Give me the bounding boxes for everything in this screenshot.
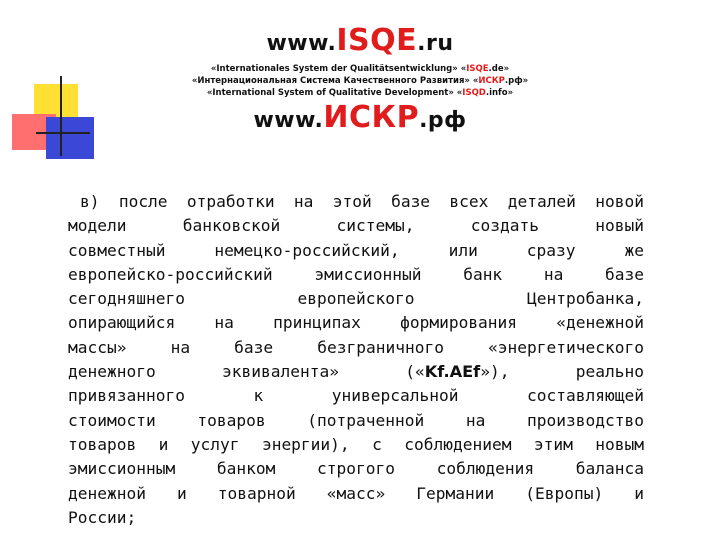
text-line: европейско-российский эмиссионный банк на базе	[68, 264, 644, 284]
tagline-accent: ИСКР	[478, 76, 505, 86]
text-line: стоимости товаров (потраченной на производство	[68, 410, 644, 430]
tagline-en	[170, 87, 550, 99]
text-line: сегодняшнего европейского Центробанка,	[68, 289, 644, 309]
text-line-brand	[68, 360, 644, 384]
site-header	[170, 23, 550, 135]
text-fragment: денежного эквивалента» («	[68, 362, 425, 382]
text-line: в) после отработки на этой базе всех деталей новой	[80, 192, 644, 211]
decor-horizontal-line	[36, 132, 90, 134]
decor-blue-square	[46, 117, 94, 159]
tagline-suffix: .de»	[488, 64, 510, 74]
logo-suffix: .рф	[419, 108, 467, 133]
text-fragment: »), реально	[480, 362, 644, 382]
logo-iskr[interactable]	[170, 100, 550, 135]
logo-isqe[interactable]	[170, 23, 550, 58]
tagline-ru	[170, 75, 550, 87]
text-line: совместный немецко-российский, или сразу же	[68, 240, 644, 260]
logo-prefix: www.	[266, 31, 337, 56]
text-line: денежной и товарной «масс» Германии (Европы) и	[68, 483, 644, 503]
tagline-accent: ISQE	[466, 64, 489, 74]
text-line: привязанного к универсальной составляющей	[68, 386, 644, 406]
logo-suffix: .ru	[417, 31, 454, 56]
tagline-text: «Интернациональная Система Качественного Развития» «	[191, 76, 479, 86]
logo-prefix: www.	[253, 108, 324, 133]
text-line: эмиссионным банком строгого соблюдения баланса	[68, 459, 644, 479]
decor-vertical-line	[60, 76, 62, 156]
text-line: товаров и услуг энергии), с соблюдением этим новым	[68, 434, 644, 454]
tagline-de	[170, 63, 550, 75]
logo-accent: ИСКР	[323, 100, 420, 135]
tagline-suffix: .рф»	[504, 76, 529, 86]
tagline-suffix: .info»	[485, 88, 514, 98]
text-line: опирающийся на принципах формирования «денежной	[68, 313, 644, 333]
brand-term: Kf.AEf	[424, 362, 481, 382]
text-line: России;	[68, 507, 137, 527]
tagline-accent: ISQD	[462, 88, 486, 98]
text-line: массы» на базе безграничного «энергетического	[68, 337, 644, 357]
tagline-text: «Internationales System der Qualitätsentwicklung» «	[210, 64, 467, 74]
text-line: модели банковской системы, создать новый	[68, 216, 644, 236]
tagline-text: «International System of Qualitative Development» «	[206, 88, 463, 98]
logo-accent: ISQE	[336, 23, 418, 58]
slide-body-text	[68, 190, 644, 530]
